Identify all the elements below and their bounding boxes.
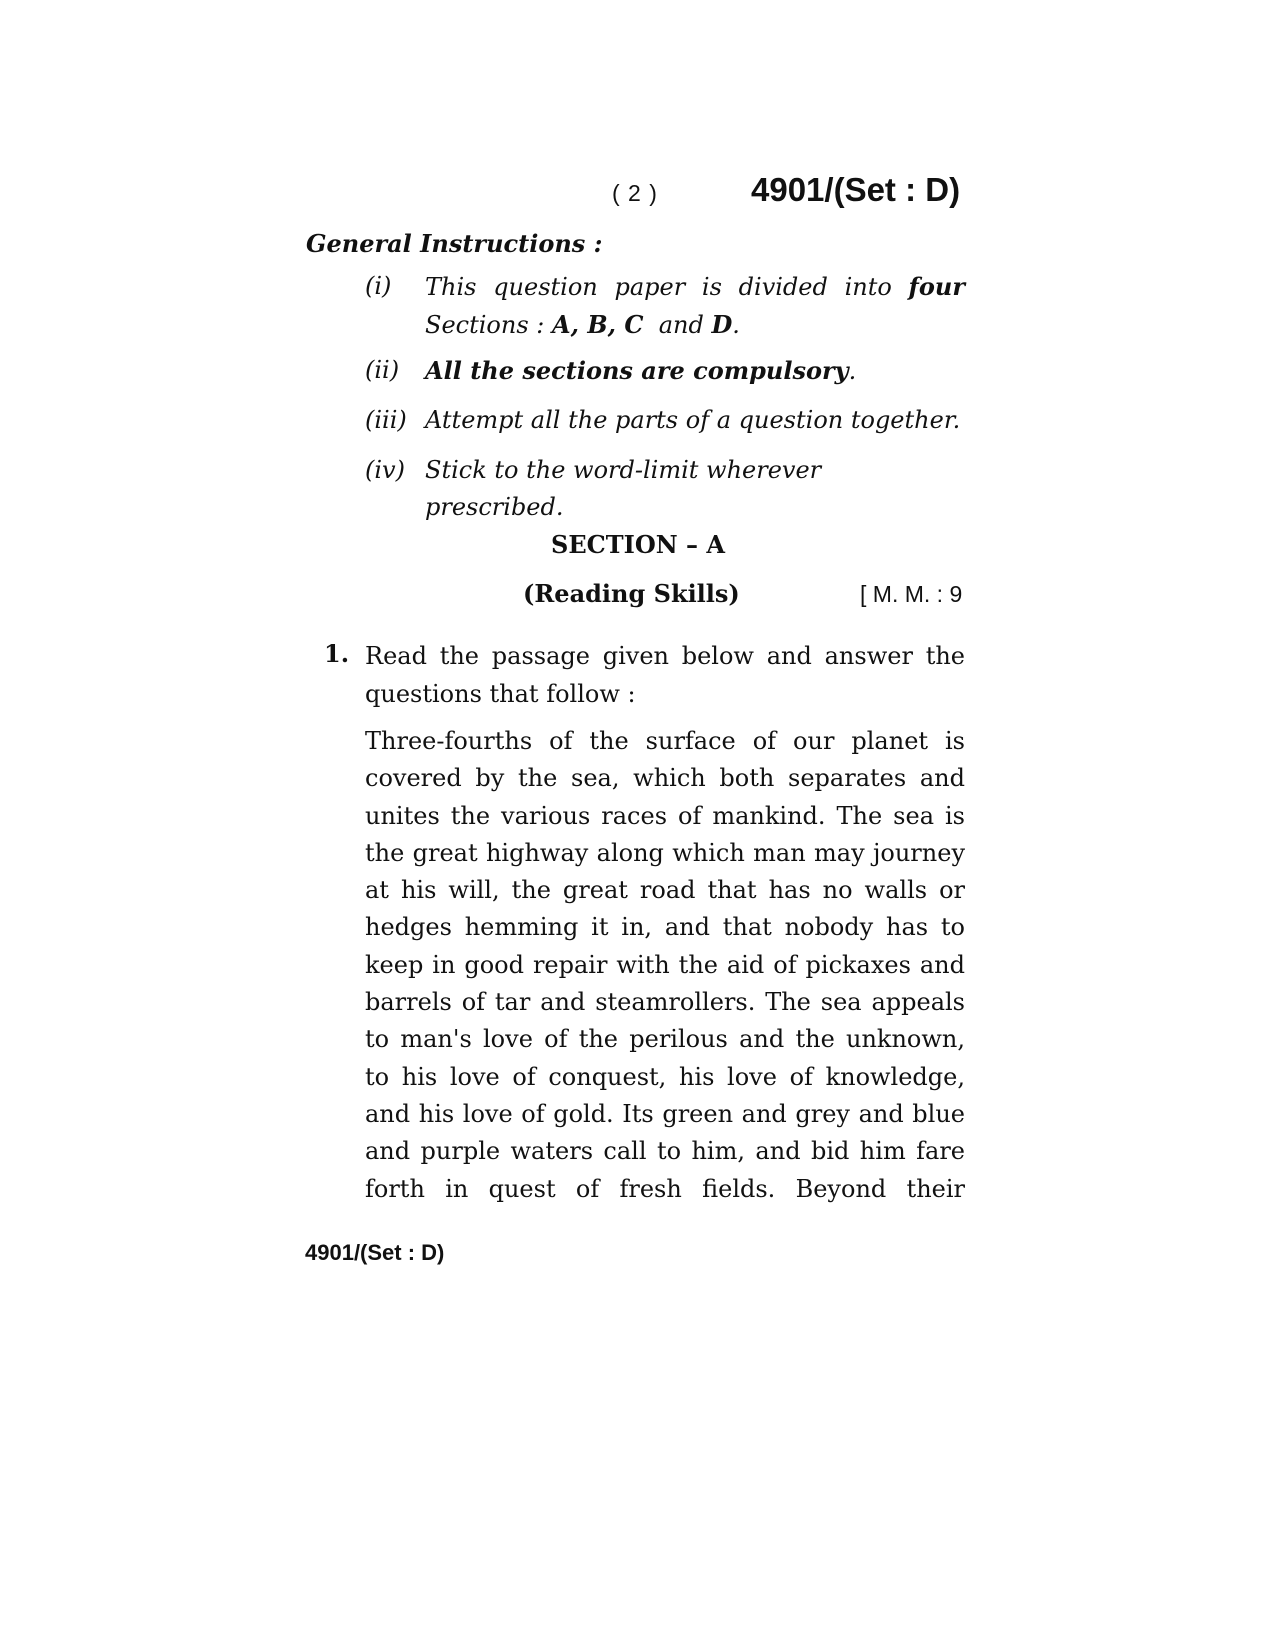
max-marks: [ M. M. : 9 <box>860 581 963 607</box>
passage-line: hedges hemming it in, and that nobody has to <box>365 913 965 942</box>
question-prompt: Read the passage given below and answer the questions that follow : <box>365 642 965 708</box>
set-code-footer: 4901/(Set : D) <box>305 1240 445 1265</box>
instruction-number: (iv) <box>365 456 405 484</box>
passage-line: at his will, the great road that has no walls or <box>365 876 965 905</box>
general-instructions-title: General Instructions : <box>306 229 603 258</box>
passage-line: unites the various races of mankind. The sea is <box>365 801 965 830</box>
passage-line: to man's love of the perilous and the unknown, <box>365 1025 965 1054</box>
passage-line: barrels of tar and steamrollers. The sea appeals <box>365 988 965 1017</box>
passage-line: covered by the sea, which both separates and <box>365 764 965 793</box>
instruction-text: Stick to the word-limit wherever prescribed. <box>425 456 822 521</box>
instruction-text: Attempt all the parts of a question together. <box>425 406 961 434</box>
section-subtitle: (Reading Skills) <box>523 579 740 608</box>
instruction-number: (ii) <box>365 356 400 384</box>
passage-line: Three-fourths of the surface of our planet is <box>365 727 965 755</box>
question-number: 1. <box>324 639 350 668</box>
instruction-number: (iii) <box>365 406 407 434</box>
passage-line: to his love of conquest, his love of knowledge, <box>365 1062 965 1091</box>
instruction-text-line: Sections : A, B, C and D. <box>425 310 740 339</box>
instruction-text: All the sections are compulsory. <box>425 356 857 385</box>
set-code-header: 4901/(Set : D) <box>751 171 961 208</box>
section-title: SECTION – A <box>551 530 725 559</box>
instruction-number: (i) <box>365 272 392 300</box>
instruction-text-line: This question paper is divided into four <box>425 272 965 301</box>
passage-line: the great highway along which man may journey <box>365 838 965 867</box>
page-number: ( 2 ) <box>612 180 658 206</box>
reading-passage <box>365 723 965 1208</box>
passage-line: and his love of gold. Its green and grey and blue <box>365 1099 965 1128</box>
passage-line: forth in quest of fresh fields. Beyond their <box>365 1174 965 1203</box>
passage-line: and purple waters call to him, and bid him fare <box>365 1137 965 1166</box>
passage-line: keep in good repair with the aid of pickaxes and <box>365 950 965 979</box>
